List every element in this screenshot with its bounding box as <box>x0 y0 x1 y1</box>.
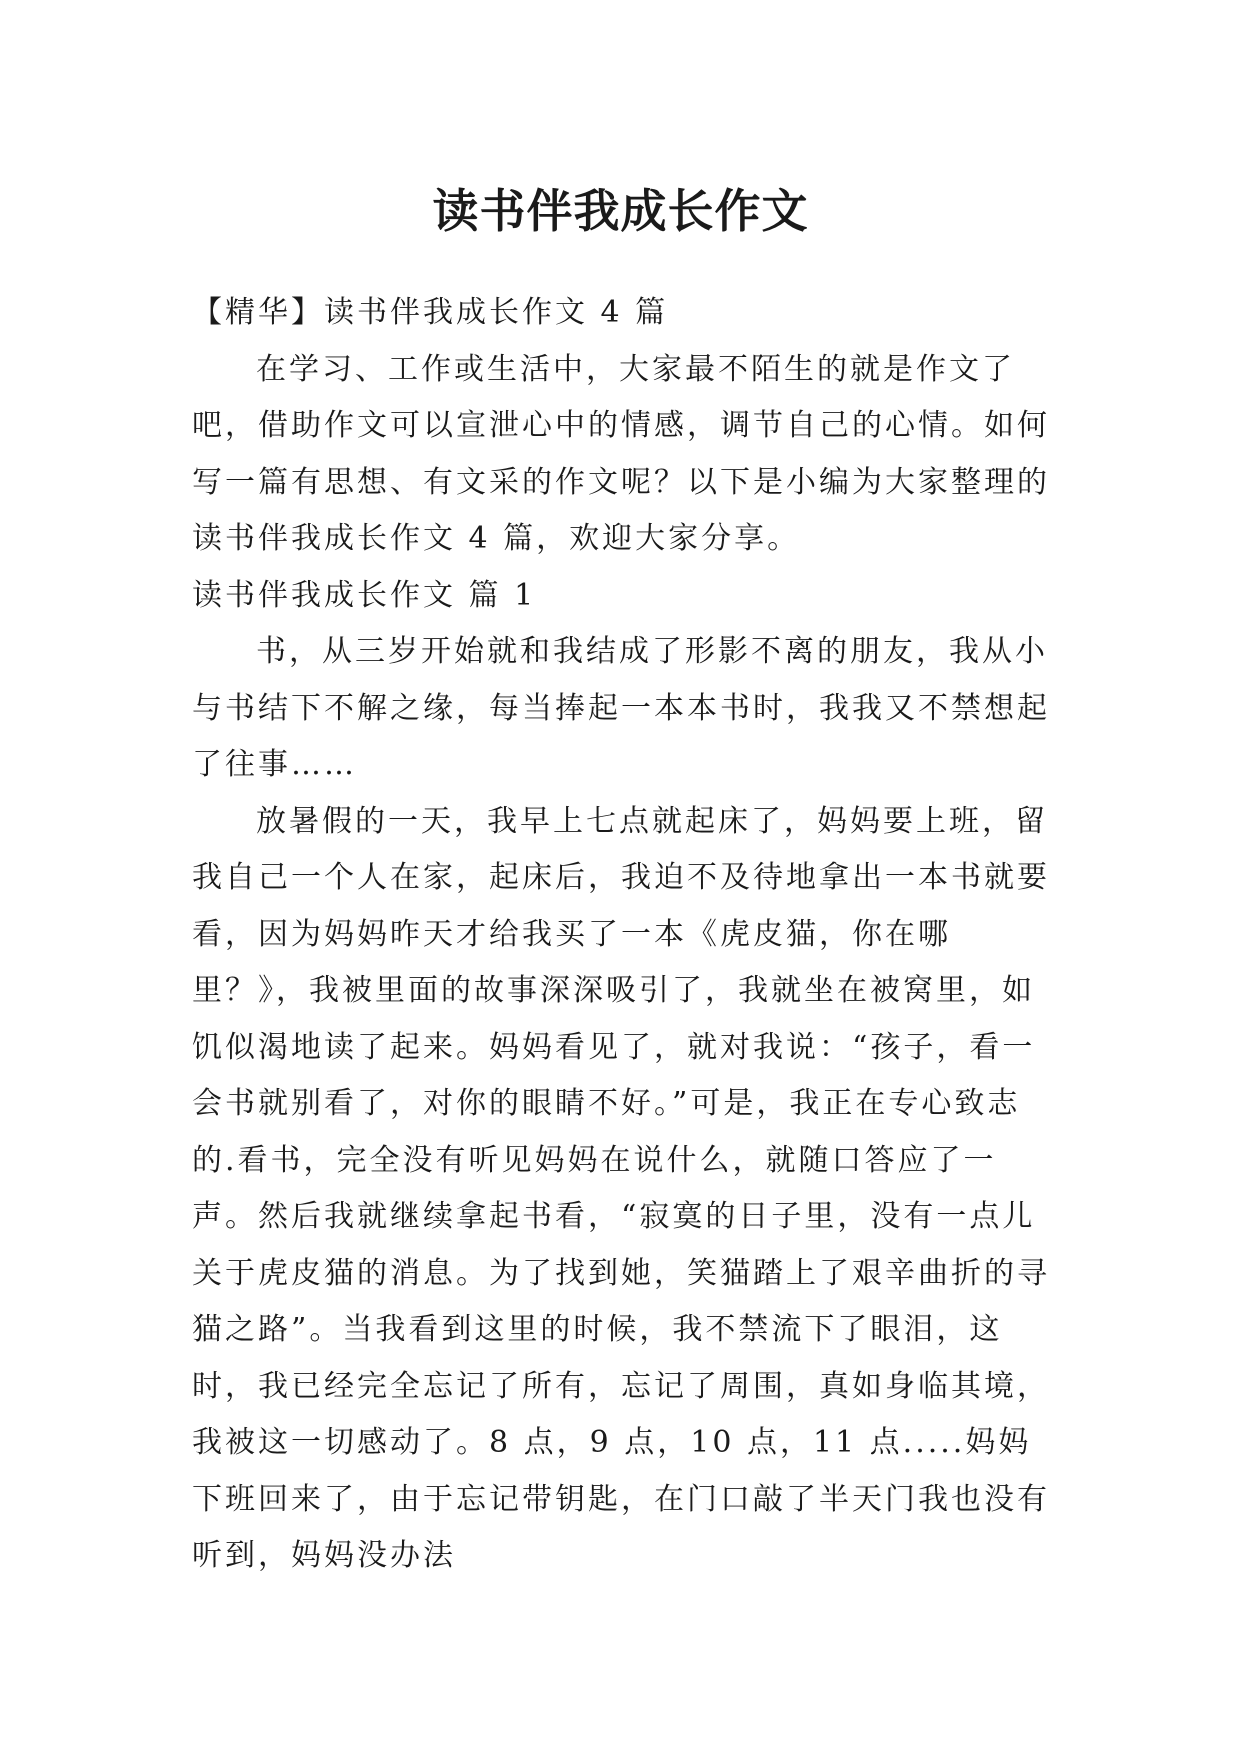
body-paragraph: 书，从三岁开始就和我结成了形影不离的朋友，我从小与书结下不解之缘，每当捧起一本本书时，我我又不禁想起了往事…… <box>192 634 1050 782</box>
section-heading: 读书伴我成长作文 篇 1 <box>192 577 537 613</box>
body-paragraph: 放暑假的一天，我早上七点就起床了，妈妈要上班，留我自己一个人在家，起床后，我迫不及待地拿出一本书就要看，因为妈妈昨天才给我买了一本《虎皮猫，你在哪里？》，我被里面的故事深深吸引了，我就坐在被窝里，如饥似渴地读了起来。妈妈看见了，就对我说：“孩子，看一会书就别看了，对你的眼睛不好。”可是，我正在专心致志的.看书，完全没有听见妈妈在说什么，就随口答应了一声。然后我就继续拿起书看，“寂寞的日子里，没有一点儿关于虎皮猫的消息。为了找到她，笑猫踏上了艰辛曲折的寻猫之路”。当我看到这里的时候，我不禁流下了眼泪，这时，我已经完全忘记了所有，忘记了周围，真如身临其境，我被这一切感动了。8 点，9 点，10 点，11 点.....妈妈下班回来了，由于忘记带钥匙，在门口敲了半天门我也没有听到，妈妈没办法 <box>192 803 1050 1573</box>
intro-paragraph: 在学习、工作或生活中，大家最不陌生的就是作文了吧，借助作文可以宣泄心中的情感，调节自己的心情。如何写一篇有思想、有文采的作文呢？以下是小编为大家整理的读书伴我成长作文 4 篇，欢迎大家分享。 <box>192 351 1050 556</box>
subtitle-line: 【精华】读书伴我成长作文 4 篇 <box>192 295 669 330</box>
document-body <box>192 285 1052 1585</box>
document-title: 读书伴我成长作文 <box>432 183 809 238</box>
